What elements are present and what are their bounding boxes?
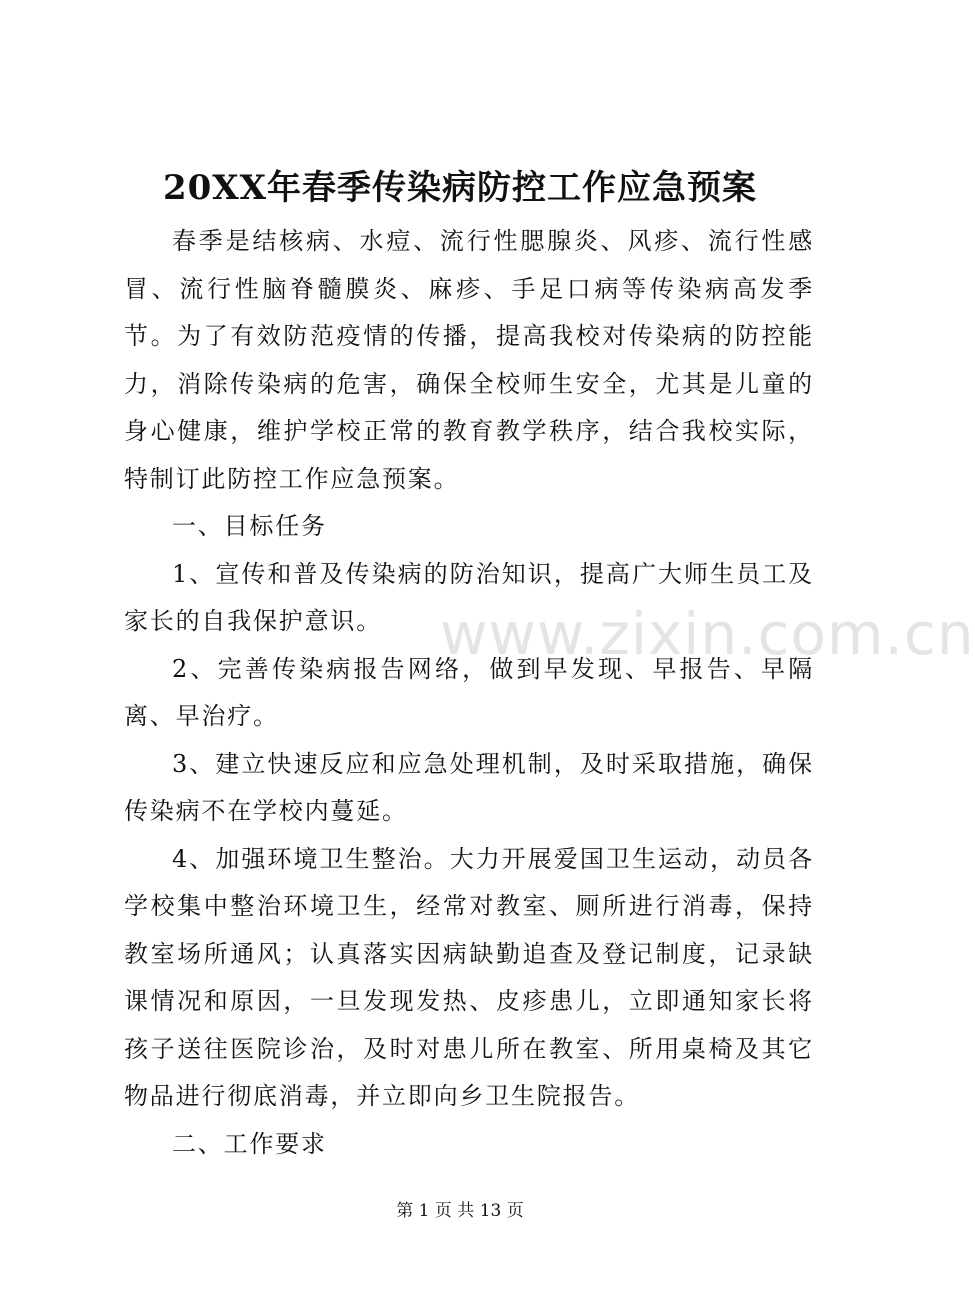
paragraph-item-4: 4、加强环境卫生整治。大力开展爱国卫生运动，动员各学校集中整治环境卫生，经常对教室、厕所进行消毒，保持教室场所通风；认真落实因病缺勤追查及登记制度，记录缺课情况和原因，一旦发现发热、皮疹患儿，立即通知家长将孩子送往医院诊治，及时对患儿所在教室、所用桌椅及其它物品进行彻底消毒，并立即向乡卫生院报告。 — [124, 844, 814, 1110]
paragraph-item-3: 3、建立快速反应和应急处理机制，及时采取措施，确保传染病不在学校内蔓延。 — [124, 749, 814, 825]
document-title: 20XX年春季传染病防控工作应急预案 — [162, 168, 758, 208]
watermark: www.zixin.com.cn — [440, 600, 975, 668]
paragraph-item-2: 2、完善传染病报告网络，做到早发现、早报告、早隔离、早治疗。 — [124, 654, 814, 730]
paragraph-item-1: 1、宣传和普及传染病的防治知识，提高广大师生员工及家长的自我保护意识。 — [124, 559, 814, 635]
page-number-footer: 第 1 页 共 13 页 — [396, 1201, 524, 1221]
section-heading-requirements: 二、工作要求 — [172, 1129, 327, 1158]
document-body — [124, 218, 814, 1168]
paragraph-intro: 春季是结核病、水痘、流行性腮腺炎、风疹、流行性感冒、流行性脑脊髓膜炎、麻疹、手足口病等传染病高发季节。为了有效防范疫情的传播，提高我校对传染病的防控能力，消除传染病的危害，确保全校师生安全，尤其是儿童的身心健康，维护学校正常的教育教学秩序，结合我校实际，特制订此防控工作应急预案。 — [124, 227, 814, 493]
section-heading-goals: 一、目标任务 — [172, 512, 327, 540]
